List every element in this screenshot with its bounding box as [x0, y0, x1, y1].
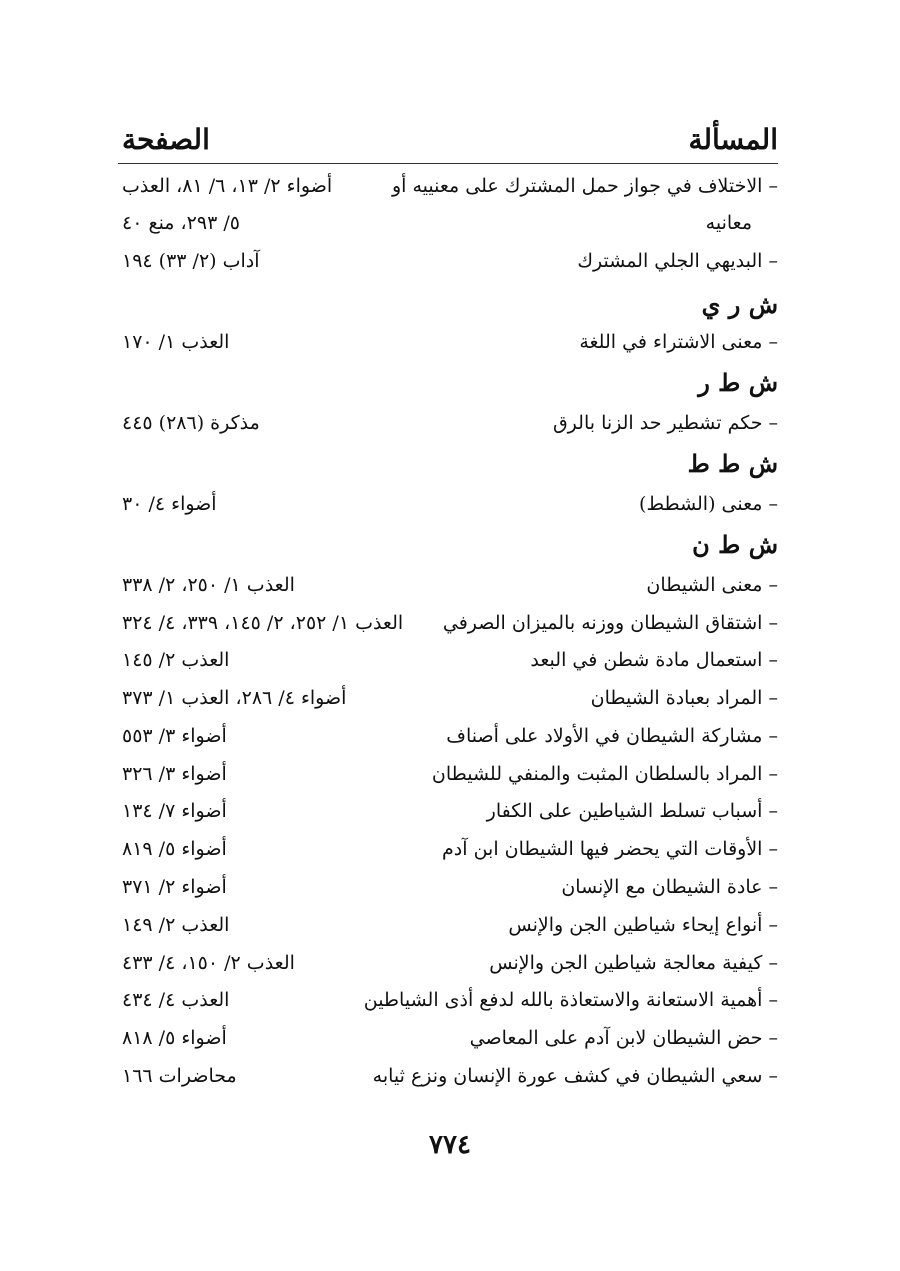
root-heading: ش ط ر	[698, 368, 778, 397]
index-entry-continuation	[118, 206, 778, 240]
entry-topic: – الاختلاف في جواز حمل المشترك على معنييه أو	[391, 175, 778, 197]
entry-topic: – حض الشيطان لابن آدم على المعاصي	[469, 1027, 778, 1049]
index-entry	[118, 406, 778, 440]
entry-reference: العذب ٢/ ١٥٠، ٤/ ٤٣٣	[122, 952, 295, 974]
index-entry	[118, 244, 778, 278]
index-entry	[118, 719, 778, 753]
index-entry	[118, 794, 778, 828]
entry-reference: أضواء ٥/ ٨١٨	[122, 1027, 227, 1049]
entry-reference: ٥/ ٢٩٣، منع ٤٠	[122, 212, 240, 234]
entry-reference: العذب ٤/ ٤٣٤	[122, 989, 230, 1011]
index-entry	[118, 870, 778, 904]
entry-reference: العذب ١/ ٢٥٠، ٢/ ٣٣٨	[122, 574, 295, 596]
entry-topic: – المراد بعبادة الشيطان	[590, 687, 778, 709]
index-entry	[118, 983, 778, 1017]
entry-reference: أضواء ٣/ ٥٥٣	[122, 725, 227, 747]
entry-reference: العذب ٢/ ١٤٥	[122, 649, 230, 671]
root-heading: ش ط ن	[692, 530, 778, 559]
entry-reference: العذب ٢/ ١٤٩	[122, 914, 230, 936]
entry-topic: – معنى الاشتراء في اللغة	[579, 331, 778, 353]
entry-topic: معانيه	[705, 212, 752, 234]
column-header-page: الصفحة	[122, 123, 210, 156]
entry-reference: العذب ١/ ٢٥٢، ٢/ ١٤٥، ٣٣٩، ٤/ ٣٢٤	[122, 612, 404, 634]
entry-reference: أضواء ٤/ ٣٠	[122, 493, 217, 515]
entry-topic: – حكم تشطير حد الزنا بالرق	[552, 412, 778, 434]
entry-topic: – أهمية الاستعانة والاستعاذة بالله لدفع أذى الشياطين	[363, 989, 778, 1011]
root-heading: ش ر ي	[701, 290, 778, 319]
header-divider	[118, 163, 778, 164]
entry-topic: – سعي الشيطان في كشف عورة الإنسان ونزع ثيابه	[372, 1065, 778, 1087]
entry-reference: أضواء ٢/ ٣٧١	[122, 876, 227, 898]
entry-topic: – عادة الشيطان مع الإنسان	[561, 876, 778, 898]
entry-topic: – المراد بالسلطان المثبت والمنفي للشيطان	[431, 763, 778, 785]
index-entry	[118, 946, 778, 980]
index-entry	[118, 1059, 778, 1093]
index-entry	[118, 832, 778, 866]
entry-topic: – مشاركة الشيطان في الأولاد على أصناف	[446, 725, 778, 747]
index-entry	[118, 643, 778, 677]
root-heading: ش ط ط	[687, 449, 778, 478]
entry-topic: – أنواع إيحاء شياطين الجن والإنس	[508, 914, 778, 936]
entry-reference: مذكرة (٢٨٦) ٤٤٥	[122, 412, 260, 434]
index-entry	[118, 681, 778, 715]
index-entry	[118, 606, 778, 640]
entry-topic: – معنى الشيطان	[646, 574, 778, 596]
entry-reference: العذب ١/ ١٧٠	[122, 331, 230, 353]
entry-topic: – البديهي الجلي المشترك	[577, 250, 778, 272]
index-entry	[118, 169, 778, 203]
entry-topic: – أسباب تسلط الشياطين على الكفار	[486, 800, 778, 822]
entry-reference: أضواء ٧/ ١٣٤	[122, 800, 227, 822]
entry-reference: محاضرات ١٦٦	[122, 1065, 237, 1087]
entry-topic: – اشتقاق الشيطان ووزنه بالميزان الصرفي	[442, 612, 778, 634]
index-entry	[118, 908, 778, 942]
index-entry	[118, 757, 778, 791]
entry-reference: آداب (٢/ ٣٣) ١٩٤	[122, 250, 260, 272]
column-header-issue: المسألة	[688, 123, 778, 156]
page-number: ٧٧٤	[429, 1130, 471, 1160]
entry-topic: – معنى (الشطط)	[639, 493, 778, 515]
entry-reference: أضواء ٥/ ٨١٩	[122, 838, 227, 860]
entry-topic: – استعمال مادة شطن في البعد	[530, 649, 778, 671]
entry-topic: – الأوقات التي يحضر فيها الشيطان ابن آدم	[442, 838, 778, 860]
entry-reference: أضواء ٣/ ٣٢٦	[122, 763, 227, 785]
entry-topic: – كيفية معالجة شياطين الجن والإنس	[489, 952, 778, 974]
index-entry	[118, 325, 778, 359]
entry-reference: أضواء ٤/ ٢٨٦، العذب ١/ ٣٧٣	[122, 687, 347, 709]
index-entry	[118, 568, 778, 602]
entry-reference: أضواء ٢/ ١٣، ٦/ ٨١، العذب	[122, 175, 333, 197]
index-entry	[118, 487, 778, 521]
index-entry	[118, 1021, 778, 1055]
